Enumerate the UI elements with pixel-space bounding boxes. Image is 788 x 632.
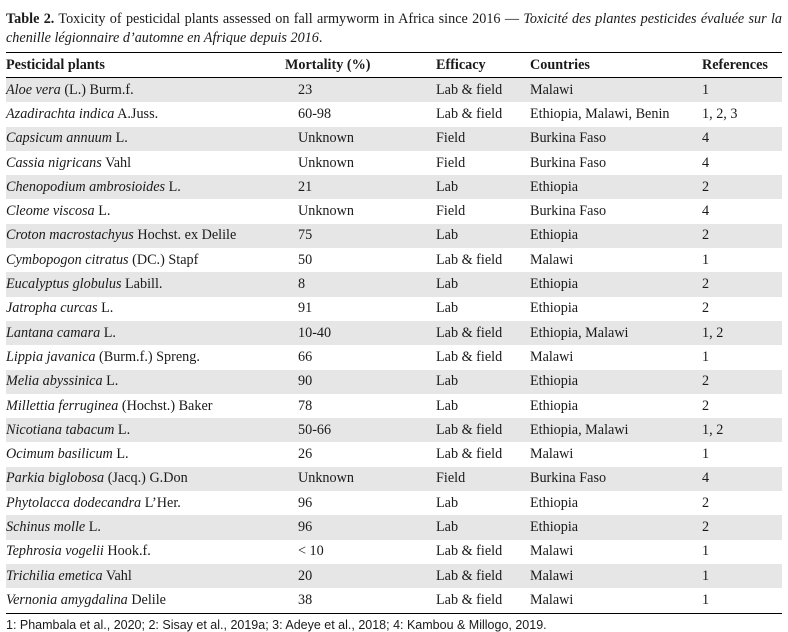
cell-mortality: 8 bbox=[298, 276, 306, 293]
cell-mortality: 90 bbox=[298, 373, 313, 390]
species-authority: L. bbox=[102, 373, 119, 390]
cell-efficacy: Lab bbox=[436, 494, 459, 511]
cell-efficacy: Lab bbox=[436, 178, 459, 195]
cell-plant bbox=[6, 272, 285, 296]
cell-mortality: 66 bbox=[298, 348, 313, 365]
cell-countries: Ethiopia bbox=[530, 276, 579, 293]
species-name: Millettia ferruginea bbox=[6, 397, 119, 414]
cell-countries: Ethiopia, Malawi bbox=[530, 421, 629, 438]
cell-efficacy: Lab & field bbox=[436, 543, 503, 560]
cell-plant bbox=[6, 540, 285, 564]
species-name: Chenopodium ambrosioides bbox=[6, 178, 166, 195]
cell-countries: Ethiopia, Malawi, Benin bbox=[530, 105, 670, 122]
cell-references: 1, 2, 3 bbox=[702, 105, 738, 122]
cell-mortality: 96 bbox=[298, 518, 313, 535]
cell-mortality: 96 bbox=[298, 494, 313, 511]
cell-mortality: 78 bbox=[298, 397, 313, 414]
cell-plant bbox=[6, 588, 285, 613]
table-row bbox=[6, 491, 782, 515]
cell-plant bbox=[6, 491, 285, 515]
species-name: Cleome viscosa bbox=[6, 203, 95, 220]
cell-mortality: 21 bbox=[298, 178, 313, 195]
table-row bbox=[6, 78, 782, 103]
cell-countries: Ethiopia bbox=[530, 178, 579, 195]
species-authority: L. bbox=[85, 518, 101, 535]
cell-mortality: Unknown bbox=[298, 154, 354, 171]
cell-plant bbox=[6, 418, 285, 442]
table-row bbox=[6, 224, 782, 248]
cell-efficacy: Lab & field bbox=[436, 446, 503, 463]
cell-efficacy: Lab bbox=[436, 373, 459, 390]
cell-plant bbox=[6, 515, 285, 539]
caption-label: Table 2. bbox=[6, 11, 55, 27]
cell-references: 4 bbox=[702, 154, 710, 171]
cell-countries: Ethiopia bbox=[530, 227, 579, 244]
cell-mortality: 26 bbox=[298, 446, 313, 463]
species-name: Melia abyssinica bbox=[6, 373, 103, 390]
toxicity-table bbox=[6, 52, 782, 614]
cell-countries: Ethiopia bbox=[530, 494, 579, 511]
species-name: Cymbopogon citratus bbox=[6, 251, 129, 268]
table-row bbox=[6, 442, 782, 466]
species-name: Ocimum basilicum bbox=[6, 446, 113, 463]
cell-references: 1 bbox=[702, 348, 710, 365]
cell-countries: Burkina Faso bbox=[530, 470, 607, 487]
cell-references: 1 bbox=[702, 251, 710, 268]
cell-countries: Burkina Faso bbox=[530, 203, 607, 220]
cell-references: 4 bbox=[702, 470, 710, 487]
cell-efficacy: Lab bbox=[436, 518, 459, 535]
species-name: Vernonia amygdalina bbox=[6, 591, 128, 608]
species-name: Eucalyptus globulus bbox=[6, 276, 122, 293]
table-row bbox=[6, 175, 782, 199]
species-authority: Vahl bbox=[102, 567, 132, 584]
species-authority: L. bbox=[112, 130, 128, 147]
cell-efficacy: Lab bbox=[436, 276, 459, 293]
species-authority: L. bbox=[94, 203, 111, 220]
species-authority: (Jacq.) G.Don bbox=[104, 470, 188, 487]
species-authority: Hook.f. bbox=[103, 543, 151, 560]
cell-plant bbox=[6, 102, 285, 126]
table-row bbox=[6, 102, 782, 126]
table-row bbox=[6, 370, 782, 394]
table-row bbox=[6, 345, 782, 369]
species-name: Tephrosia vogelii bbox=[6, 543, 104, 560]
cell-plant bbox=[6, 297, 285, 321]
header-mortality: Mortality (%) bbox=[285, 56, 371, 73]
cell-references: 2 bbox=[702, 373, 710, 390]
table-footnote: 1: Phambala et al., 2020; 2: Sisay et al., 2019a; 3: Adeye et al., 2018; 4: Kambou & Millogo, 2019. bbox=[6, 617, 547, 632]
cell-references: 1 bbox=[702, 446, 710, 463]
species-name: Capsicum annuum bbox=[6, 130, 113, 147]
species-name: Schinus molle bbox=[6, 518, 86, 535]
species-authority: L. bbox=[97, 300, 114, 317]
table-row bbox=[6, 127, 782, 151]
table-row bbox=[6, 151, 782, 175]
table-row bbox=[6, 540, 782, 564]
cell-plant bbox=[6, 224, 285, 248]
cell-efficacy: Lab & field bbox=[436, 348, 503, 365]
cell-mortality: 75 bbox=[298, 227, 313, 244]
table-caption bbox=[6, 10, 782, 48]
cell-countries: Ethiopia bbox=[530, 397, 579, 414]
species-name: Aloe vera bbox=[6, 81, 61, 98]
table-row bbox=[6, 321, 782, 345]
table-row bbox=[6, 588, 782, 613]
cell-countries: Ethiopia bbox=[530, 518, 579, 535]
species-authority: (Hochst.) Baker bbox=[118, 397, 213, 414]
cell-efficacy: Field bbox=[436, 154, 466, 171]
cell-efficacy: Lab bbox=[436, 227, 459, 244]
species-authority: L. bbox=[114, 421, 131, 438]
cell-mortality: 38 bbox=[298, 591, 313, 608]
table-row bbox=[6, 297, 782, 321]
cell-plant bbox=[6, 564, 285, 588]
table-row bbox=[6, 248, 782, 272]
cell-references: 2 bbox=[702, 276, 710, 293]
cell-efficacy: Lab & field bbox=[436, 324, 503, 341]
species-name: Nicotiana tabacum bbox=[6, 421, 115, 438]
species-authority: L. bbox=[112, 446, 129, 463]
cell-references: 2 bbox=[702, 494, 710, 511]
species-authority: Delile bbox=[127, 591, 166, 608]
species-name: Azadirachta indica bbox=[6, 105, 115, 122]
table-row bbox=[6, 394, 782, 418]
header-countries: Countries bbox=[530, 56, 590, 73]
cell-plant bbox=[6, 248, 285, 272]
species-authority: (Burm.f.) Spreng. bbox=[95, 348, 200, 365]
cell-references: 2 bbox=[702, 518, 710, 535]
cell-plant bbox=[6, 370, 285, 394]
species-name: Phytolacca dodecandra bbox=[6, 494, 142, 511]
cell-countries: Ethiopia bbox=[530, 300, 579, 317]
cell-plant bbox=[6, 345, 285, 369]
cell-plant bbox=[6, 175, 285, 199]
cell-plant bbox=[6, 394, 285, 418]
cell-countries: Malawi bbox=[530, 567, 574, 584]
cell-mortality: 60-98 bbox=[298, 105, 332, 122]
table-row bbox=[6, 564, 782, 588]
cell-references: 2 bbox=[702, 227, 710, 244]
species-authority: L. bbox=[165, 178, 181, 195]
species-name: Trichilia emetica bbox=[6, 567, 103, 584]
cell-references: 2 bbox=[702, 178, 710, 195]
cell-references: 1 bbox=[702, 591, 710, 608]
cell-references: 1 bbox=[702, 81, 710, 98]
cell-mortality: 91 bbox=[298, 300, 313, 317]
table-row bbox=[6, 199, 782, 223]
cell-efficacy: Lab & field bbox=[436, 567, 503, 584]
cell-efficacy: Lab & field bbox=[436, 591, 503, 608]
species-name: Lantana camara bbox=[6, 324, 101, 341]
cell-efficacy: Field bbox=[436, 203, 466, 220]
cell-references: 4 bbox=[702, 130, 710, 147]
caption-end: . bbox=[318, 30, 323, 46]
cell-efficacy: Field bbox=[436, 470, 466, 487]
cell-plant bbox=[6, 127, 285, 151]
caption-text-en: Toxicity of pesticidal plants assessed on fall armyworm in Africa since 2016 — bbox=[54, 11, 524, 27]
cell-references: 1, 2 bbox=[702, 421, 724, 438]
species-authority: L’Her. bbox=[141, 494, 181, 511]
caption-text-fr: Toxicité des plantes pesticides évaluée sur la chenille légionnaire d’automne en Afrique depuis 2016 bbox=[6, 11, 782, 46]
species-name: Parkia biglobosa bbox=[6, 470, 105, 487]
cell-countries: Ethiopia, Malawi bbox=[530, 324, 629, 341]
species-authority: L. bbox=[100, 324, 116, 341]
cell-plant bbox=[6, 151, 285, 175]
species-authority: Hochst. ex Delile bbox=[133, 227, 237, 244]
header-pesticidal-plants: Pesticidal plants bbox=[6, 56, 105, 73]
cell-plant bbox=[6, 199, 285, 223]
cell-efficacy: Lab bbox=[436, 397, 459, 414]
cell-countries: Ethiopia bbox=[530, 373, 579, 390]
cell-mortality: 20 bbox=[298, 567, 313, 584]
table-row bbox=[6, 467, 782, 491]
species-name: Cassia nigricans bbox=[6, 154, 102, 171]
cell-countries: Malawi bbox=[530, 446, 574, 463]
cell-efficacy: Lab & field bbox=[436, 251, 503, 268]
cell-references: 1, 2 bbox=[702, 324, 724, 341]
cell-mortality: 50 bbox=[298, 251, 313, 268]
cell-references: 2 bbox=[702, 300, 710, 317]
species-authority: (L.) Burm.f. bbox=[60, 81, 134, 98]
species-authority: (DC.) Stapf bbox=[128, 251, 199, 268]
cell-countries: Malawi bbox=[530, 251, 574, 268]
cell-efficacy: Lab & field bbox=[436, 421, 503, 438]
species-authority: Labill. bbox=[121, 276, 163, 293]
species-authority: Vahl bbox=[101, 154, 132, 171]
table-row bbox=[6, 515, 782, 539]
cell-mortality: Unknown bbox=[298, 203, 354, 220]
cell-countries: Burkina Faso bbox=[530, 154, 607, 171]
table-header-row bbox=[6, 53, 782, 78]
cell-plant bbox=[6, 467, 285, 491]
cell-mortality: Unknown bbox=[298, 470, 354, 487]
header-efficacy: Efficacy bbox=[436, 56, 486, 73]
cell-mortality: 23 bbox=[298, 81, 313, 98]
cell-mortality: < 10 bbox=[298, 543, 324, 560]
cell-plant bbox=[6, 442, 285, 466]
cell-mortality: 50-66 bbox=[298, 421, 332, 438]
cell-countries: Malawi bbox=[530, 81, 574, 98]
cell-efficacy: Lab & field bbox=[436, 105, 503, 122]
cell-efficacy: Field bbox=[436, 130, 466, 147]
species-name: Lippia javanica bbox=[6, 348, 96, 365]
cell-plant bbox=[6, 321, 285, 345]
header-references: References bbox=[702, 56, 768, 73]
cell-plant bbox=[6, 78, 285, 103]
table-body bbox=[6, 78, 782, 614]
cell-mortality: 10-40 bbox=[298, 324, 332, 341]
species-name: Croton macrostachyus bbox=[6, 227, 134, 244]
cell-countries: Malawi bbox=[530, 543, 574, 560]
cell-references: 1 bbox=[702, 543, 710, 560]
cell-countries: Malawi bbox=[530, 348, 574, 365]
cell-countries: Burkina Faso bbox=[530, 130, 607, 147]
cell-references: 4 bbox=[702, 203, 710, 220]
species-name: Jatropha curcas bbox=[6, 300, 98, 317]
cell-mortality: Unknown bbox=[298, 130, 354, 147]
cell-references: 1 bbox=[702, 567, 710, 584]
table-row bbox=[6, 418, 782, 442]
table-row bbox=[6, 272, 782, 296]
cell-references: 2 bbox=[702, 397, 710, 414]
cell-efficacy: Lab & field bbox=[436, 81, 503, 98]
cell-efficacy: Lab bbox=[436, 300, 459, 317]
cell-countries: Malawi bbox=[530, 591, 574, 608]
species-authority: A.Juss. bbox=[114, 105, 159, 122]
